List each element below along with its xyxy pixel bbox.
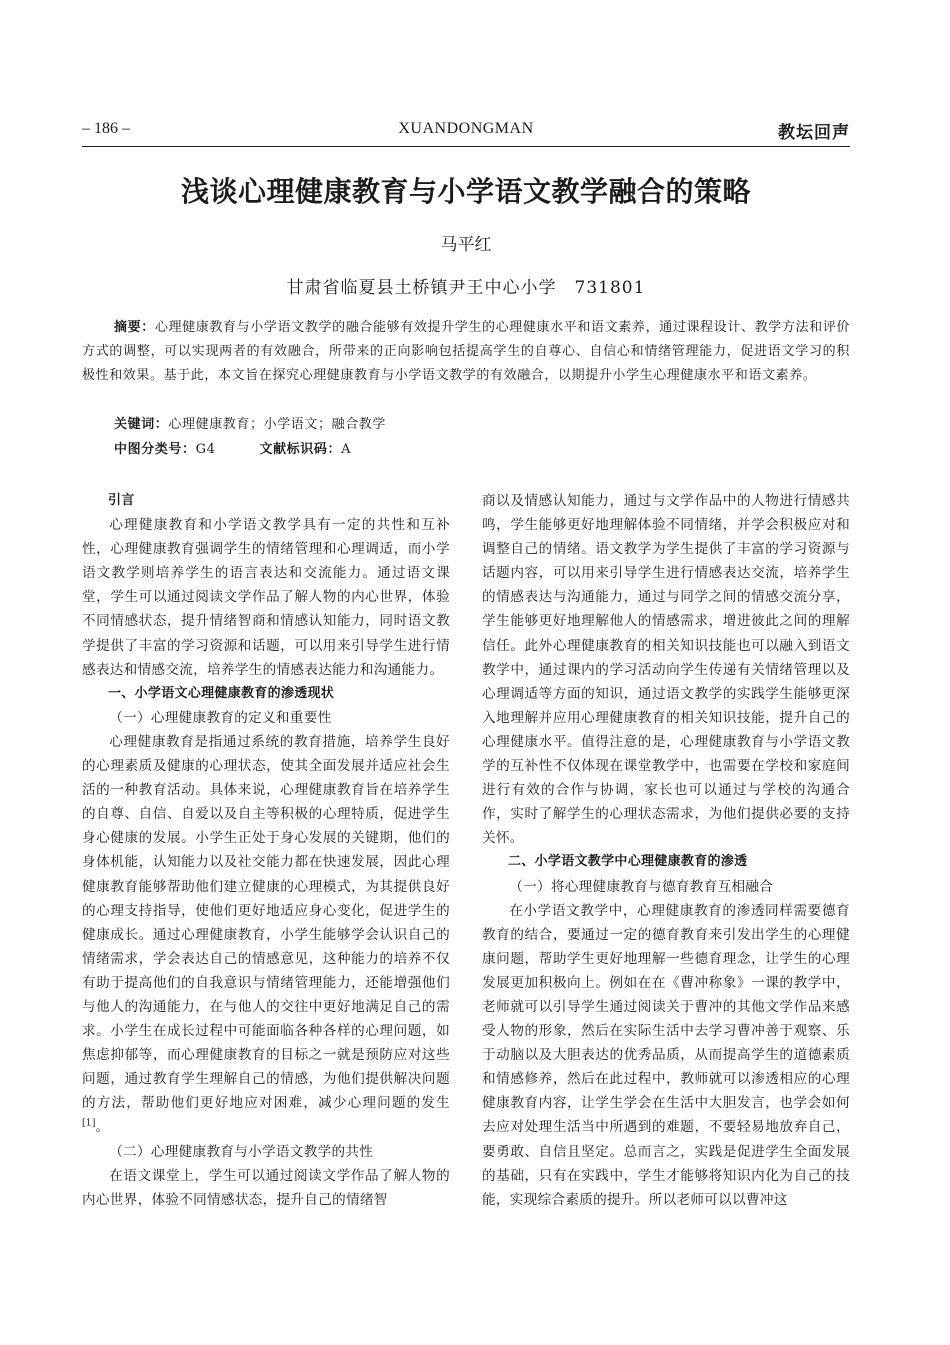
classification-line: [114, 438, 351, 457]
author-affiliation: 甘肃省临夏县土桥镇尹王中心小学 731801: [286, 278, 646, 298]
intro-heading: 引言: [108, 493, 135, 508]
citation-1: [1]: [82, 1118, 96, 1129]
abstract: [82, 316, 850, 388]
abstract-text: 心理健康教育与小学语文教学的融合能够有效提升学生的心理健康水平和语文素养，通过课程设计、教学方法和评价方式的调整，可以实现两者的有效融合，所带来的正向影响包括提高学生的自尊心、自信心和情绪管理能力，促进语文学习的积极性和效果。基于此，本文旨在探究心理健康教育与小学语文教学的有效融合，以期提升小学生心理健康水平和语文素养。: [82, 320, 850, 383]
intro-paragraph: 心理健康教育和小学语文教学具有一定的共性和互补性，心理健康教育强调学生的情绪管理和心理调适，而小学语文教学则培养学生的语言表达和交流能力。通过语文课堂，学生可以通过阅读文学作品了解人物的内心世界，体验不同情感状态，提升情绪智商和情感认知能力，同时语文教学提供了丰富的学习资源和话题，可以用来引导学生进行情感表达和情感交流，培养学生的情感表达能力和沟通能力。: [82, 517, 450, 678]
section1-paragraph-2-continued: 商以及情感认知能力，通过与文学作品中的人物进行情感共鸣，学生能够更好地理解体验不同情绪，并学会积极应对和调整自己的情绪。语文教学为学生提供了丰富的学习资源与话题内容，可以用来引导学生进行情感表达交流，培养学生的情感表达与沟通能力，通过与同学之间的情感交流分享，学生能够更好地理解他人的情感需求，增进彼此之间的理解信任。此外心理健康教育的相关知识技能也可以融入到语文教学中，通过课内的学习活动向学生传递有关情绪管理以及心理调适等方面的知识，通过语文教学的实践学生能够更深入地理解并应用心理健康教育的相关知识技能，提升自己的心理健康水平。值得注意的是，心理健康教育与小学语文教学的互补性不仅体现在课堂教学中，也需要在学校和家庭间进行有效的合作与协调，家长也可以通过与学校的沟通合作，实时了解学生的心理状态需求，为他们提供必要的支持关怀。: [482, 493, 850, 847]
abstract-label: 摘要：: [114, 320, 155, 335]
article-title: 浅谈心理健康教育与小学语文教学融合的策略: [180, 175, 751, 208]
clc-label: 中图分类号：: [114, 442, 196, 457]
section1-paragraph-1-end: 。: [95, 1119, 110, 1136]
page-header: [82, 118, 850, 147]
right-column: [482, 489, 850, 1212]
section2-subheading-1: （一）将心理健康教育与德育教育互相融合: [509, 878, 774, 895]
section1-subheading-1: （一）心理健康教育的定义和重要性: [109, 709, 332, 726]
section2-paragraph-1: 在小学语文教学中，心理健康教育的渗透同样需要德育教育的结合，要通过一定的德育教育来引发出学生的心理健康问题，帮助学生更好地理解一些德育理念，让学生的心理发展更加积极向上。例如在在《曹冲称象》一课的教学中，老师就可以引导学生通过阅读关于曹冲的其他文学作品来感受人物的形象，然后在实际生活中去学习曹冲善于观察、乐于动脑以及大胆表达的优秀品质，从而提高学生的道德素质和情感修养，然后在此过程中，教师就可以渗透相应的心理健康教育内容，让学生学会在生活中大胆发言，也学会如何去应对处理生活当中所遇到的难题，不要轻易地放弃自己，要勇敢、自信且坚定。总而言之，实践是促进学生全面发展的基础，只有在实践中，学生才能够将知识内化为自己的技能，实现综合素质的提升。所以老师可以以曹冲这: [482, 902, 850, 1208]
section1-subheading-2: （二）心理健康教育与小学语文教学的共性: [109, 1143, 374, 1160]
column-name: 教坛回声: [778, 123, 850, 143]
section1-paragraph-2: 在语文课堂上，学生可以通过阅读文学作品了解人物的内心世界，体验不同情感状态，提升自己的情绪智: [82, 1167, 450, 1208]
keywords-text: 心理健康教育；小学语文；融合教学: [168, 417, 387, 432]
author-name: 马平红: [440, 235, 492, 255]
section1-heading: 一、小学语文心理健康教育的渗透现状: [108, 685, 335, 701]
doc-code-value: A: [341, 442, 352, 457]
section1-paragraph-1-text: 心理健康教育是指通过系统的教育措施，培养学生良好的心理素质及健康的心理状态，使其全面发展并适应社会生活的一种教育活动。具体来说，心理健康教育旨在培养学生的自尊、自信、自爱以及自主等积极的心理特质，促进学生身心健康的发展。小学生正处于身心发展的关键期，他们的身体机能，认知能力以及社交能力都在快速发展，因此心理健康教育能够帮助他们建立健康的心理模式，为其提供良好的心理支持指导，使他们更好地适应身心变化，促进学生的健康成长。通过心理健康教育，小学生能够学会认识自己的情绪需求，学会表达自己的情感意见，这种能力的培养不仅有助于提高他们的自我意识与情绪管理能力，还能增强他们与他人的沟通能力，在与他人的交往中更好地满足自己的需求。小学生在成长过程中可能面临各种各样的心理问题，如焦虑抑郁等，而心理健康教育的目标之一就是预防应对这些问题，通过教育学生理解自己的情感，为他们提供解决问题的方法，帮助他们更好地应对困难，减少心理问题的发生: [82, 733, 450, 1112]
keywords: [114, 413, 386, 432]
section2-heading: 二、小学语文教学中心理健康教育的渗透: [508, 854, 748, 870]
page-number: – 186 –: [82, 120, 130, 137]
keywords-label: 关键词：: [114, 417, 169, 432]
left-column: [82, 489, 450, 1212]
clc-value: G4: [195, 442, 216, 457]
journal-name: XUANDONGMAN: [398, 120, 534, 137]
doc-code-label: 文献标识码：: [259, 442, 342, 457]
section1-paragraph-1: [82, 730, 450, 1140]
